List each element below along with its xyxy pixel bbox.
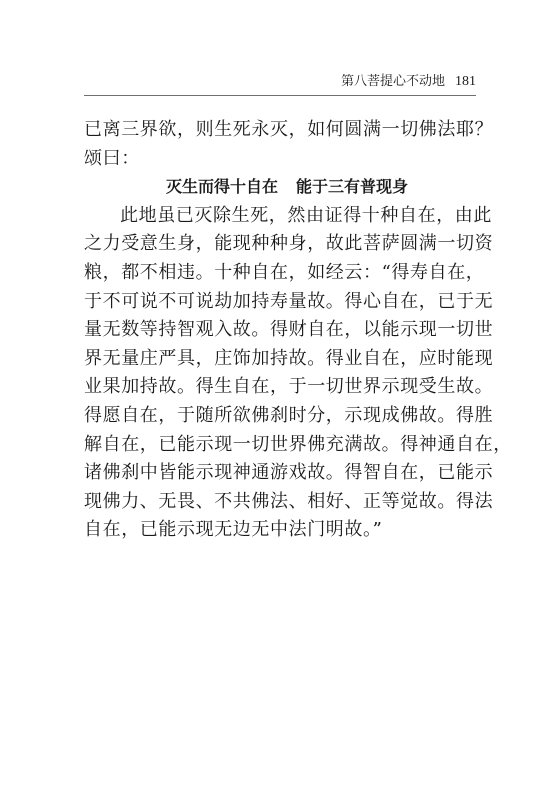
page-body: [84, 116, 512, 545]
running-header: [341, 74, 476, 90]
verse-line-1: 灭生而得十自在: [165, 177, 278, 197]
verse-intro-label: 颂曰：: [84, 147, 140, 169]
paragraph-line: 诸佛刹中皆能示现神通游戏故。得智自在，已能示: [84, 462, 494, 484]
paragraph-line: 于不可说不可说劫加持寿量故。得心自在，已于无: [84, 290, 494, 312]
paragraph-line: 界无量庄严具，庄饰加持故。得业自在，应时能现: [84, 347, 494, 369]
paragraph-line: 现佛力、无畏、不共佛法、相好、正等觉故。得法: [84, 490, 494, 512]
chapter-title: 第八菩提心不动地: [340, 74, 445, 89]
paragraph-line: 之力受意生身，能现种种身，故此菩萨圆满一切资: [84, 233, 494, 255]
paragraph-line: 此地虽已灭除生死，然由证得十种自在，由此: [120, 204, 492, 226]
paragraph-line: 粮，都不相违。十种自在，如经云：“得寿自在，: [84, 261, 485, 283]
paragraph-line: 自在，已能示现无边无中法门明故。”: [84, 519, 383, 541]
paragraph-line: 得愿自在，于随所欲佛刹时分，示现成佛故。得胜: [84, 404, 494, 426]
paragraph-line: 业果加持故。得生自在，于一切世界示现受生故。: [84, 376, 494, 398]
paragraph-line: 量无数等持智观入故。得财自在，以能示现一切世: [84, 319, 494, 341]
page-number: 181: [455, 74, 476, 89]
verse-line-2: 能于三有普现身: [296, 177, 409, 197]
intro-line: 已离三界欲，则生死永灭，如何圆满一切佛法耶？: [84, 119, 494, 140]
paragraph-line: 解自在，已能示现一切世界佛充满故。得神通自在，: [84, 433, 512, 455]
verse-heading: [84, 173, 480, 202]
header-rule: [84, 95, 476, 96]
